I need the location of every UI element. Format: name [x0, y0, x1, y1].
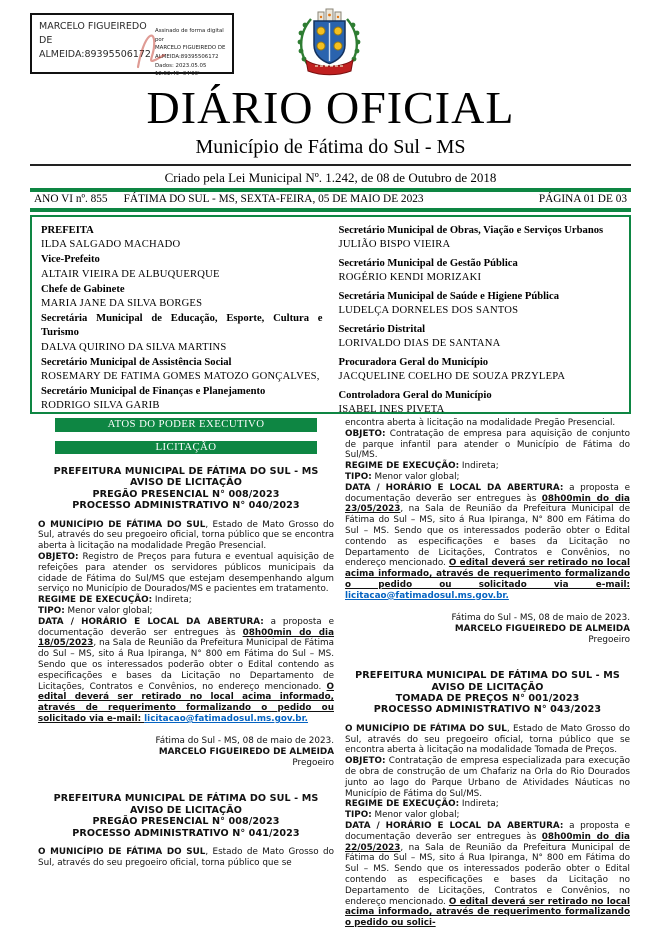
official-role: Secretária Municipal de Saúde e Higiene Pública: [338, 290, 559, 302]
notice-paragraph: [38, 595, 334, 606]
text-run: OBJETO:: [345, 756, 386, 767]
notice-header-line: PROCESSO ADMINISTRATIVO N° 041/2023: [72, 827, 300, 839]
text-run: O edital deverá ser retirado no local acima informado, através de requerimento formalizando o pedido ou solicitado via e-mail:: [38, 681, 334, 724]
gazette-creation-line: Criado pela Lei Municipal Nº. 1.242, de 08 de Outubro de 2018: [164, 170, 497, 185]
official-entry: [339, 257, 621, 285]
notice-header: [38, 466, 334, 512]
official-name: LORIVALDO DIAS DE SANTANA: [338, 337, 501, 349]
signature-detail-line: Assinado de forma digital por: [155, 28, 224, 43]
official-role: Chefe de Gabinete: [41, 283, 125, 295]
notice-header-line: AVISO DE LICITAÇÃO: [130, 804, 242, 816]
official-role: Secretário Municipal de Obras, Viação e Serviços Urbanos: [338, 225, 604, 236]
notice-paragraph: [345, 756, 630, 799]
official-role: Secretário Municipal de Gestão Pública: [338, 257, 518, 269]
text-run: Indireta;: [459, 799, 499, 810]
notice-paragraph: [38, 606, 334, 617]
official-role: PREFEITA: [41, 225, 94, 236]
notice-header-line: PREFEITURA MUNICIPAL DE FÁTIMA DO SUL - MS: [53, 793, 319, 805]
notice-paragraph: [345, 418, 630, 429]
notices-column-right: [345, 418, 630, 929]
notice-header-line: PREFEITURA MUNICIPAL DE FÁTIMA DO SUL - MS: [355, 670, 620, 682]
official-entry: [339, 323, 621, 351]
text-run: a proposta e documentação deverão ser entregues às: [345, 482, 630, 504]
text-run: Indireta;: [152, 595, 192, 606]
official-name: ILDA SALGADO MACHADO: [41, 239, 181, 251]
official-name: JULIÃO BISPO VIEIRA: [338, 239, 451, 251]
dateline-line: Pregoeiro: [292, 758, 334, 769]
text-run: , na Sala de Reunião da Prefeitura Municipal de Fátima do Sul – MS, sito á Rua Ipiranga, N° 800 em Fátima do Sul – MS. Sendo que os interessados poderão obter o Edital contendo as especificações e bases da Licitação no Departamento de Licitações, Contratos e Convênios, no endereço mencionado.: [345, 504, 630, 569]
official-entry: [339, 389, 621, 417]
notice-header: [345, 670, 630, 716]
masthead-divider: [30, 164, 631, 166]
text-run: , na Sala de Reunião da Prefeitura Municipal de Fátima do Sul – MS, sito á Rua Ipiranga, N° 800 em Fátima do Sul – MS. Sendo que os interessados poderão obter o Edital contendo as especificações e bases da Licitação no Departamento de Licitações, Contratos e Convênios, no endereço mencionado.: [38, 638, 334, 692]
notice-header-line: AVISO DE LICITAÇÃO: [431, 681, 544, 693]
text-run: 08h00min do dia 23/05/2023: [345, 493, 630, 515]
official-entry: [41, 312, 323, 355]
email-link[interactable]: licitacao@fatimadosul.ms.gov.br.: [345, 590, 509, 601]
text-run: OBJETO:: [345, 428, 386, 439]
section-banner: ATOS DO PODER EXECUTIVO: [55, 418, 317, 432]
text-run: O edital deverá ser retirado no local acima informado, através de requerimento formalizando o pedido ou solici-: [345, 896, 630, 929]
official-entry: [339, 356, 621, 384]
official-entry: [41, 356, 323, 384]
official-entry: [41, 385, 323, 413]
text-run: 08h00min do dia 18/05/2023: [38, 627, 335, 649]
notice-paragraph: [345, 429, 630, 461]
gazette-title: DIÁRIO OFICIAL: [146, 82, 515, 133]
notice-paragraph: [345, 799, 630, 810]
notice-paragraph: [345, 810, 630, 821]
notice-paragraph: [345, 461, 630, 472]
dateline-line: Fátima do Sul - MS, 08 de maio de 2023.: [155, 735, 334, 746]
text-run: a proposta e documentação deverão ser entregues às: [38, 616, 334, 638]
digital-signature-stamp: [30, 13, 234, 78]
officials-column-right: [338, 224, 621, 415]
text-run: Menor valor global;: [64, 606, 153, 616]
text-run: Menor valor global;: [371, 471, 460, 482]
green-rule-top: [30, 188, 631, 192]
notice-dateline: [38, 736, 334, 770]
text-run: , na Sala de Reunião da Prefeitura Municipal de Fátima do Sul – MS, sito á Rua Ipiranga, N° 800 em Fátima do Sul – MS. Sendo que os interessados poderão obter o Edital contendo as especificações e bases da Licitação no Departamento de Licitações, Contratos e Convênios, no endereço mencionado.: [345, 842, 630, 907]
municipal-crest-icon: [291, 5, 367, 77]
crest-shield: [314, 21, 345, 64]
page-indicator: PÁGINA 01 DE 03: [538, 192, 627, 205]
text-run: DATA / HORÁRIO E LOCAL DA ABERTURA:: [38, 616, 264, 627]
official-entry: [41, 224, 323, 252]
notice-paragraph: [345, 821, 630, 929]
notice-header-line: PROCESSO ADMINISTRATIVO N° 040/2023: [72, 500, 300, 512]
official-name: JACQUELINE COELHO DE SOUZA PRZYLEPA: [338, 370, 566, 382]
signature-detail-line: ALMEIDA:89395506172: [155, 53, 219, 60]
official-role: Vice-Prefeito: [41, 254, 100, 266]
text-run: encontra aberta à licitação na modalidade Pregão Presencial.: [345, 418, 616, 428]
notices-column-left: [38, 418, 334, 929]
gazette-subtitle: Município de Fátima do Sul - MS: [195, 136, 466, 158]
edition-number: ANO VI nº. 855: [34, 192, 108, 205]
text-run: O MUNICÍPIO DE FÁTIMA DO SUL: [38, 519, 206, 530]
text-run: OBJETO:: [38, 552, 79, 563]
official-role: Procuradora Geral do Município: [338, 356, 489, 368]
official-role: Secretário Distrital: [338, 323, 426, 335]
official-entry: [339, 224, 621, 252]
edition-row: [34, 193, 627, 205]
email-link[interactable]: licitacao@fatimadosul.ms.gov.br.: [144, 713, 309, 724]
text-run: REGIME DE EXECUÇÃO:: [345, 461, 460, 472]
official-name: ROGÉRIO KENDI MORIZAKI: [338, 272, 482, 284]
officials-column-left: [41, 224, 323, 412]
notice-dateline: [345, 613, 630, 647]
signature-detail-line: MARCELO FIGUEIREDO DE: [155, 45, 226, 52]
official-name: ISABEL INES PIVETA: [338, 403, 445, 415]
edition-place-date: FÁTIMA DO SUL - MS, SEXTA-FEIRA, 05 DE MAIO DE 2023: [123, 192, 424, 205]
notice-header-line: PROCESSO ADMINISTRATIVO N° 043/2023: [373, 704, 602, 716]
text-run: Menor valor global;: [371, 810, 460, 821]
official-role: Controladora Geral do Município: [338, 389, 492, 401]
text-run: Contratação de empresa para aquisição de conjunto de parque infantil para atender o Município de Fátima do Sul/MS.: [345, 428, 630, 461]
text-run: TIPO:: [345, 810, 372, 821]
official-name: RODRIGO SILVA GARIB: [41, 400, 160, 412]
notice-header-line: PREGÃO PRESENCIAL N° 008/2023: [92, 488, 280, 500]
signature-subject: MARCELO FIGUEIREDO DE ALMEIDA:89395506172: [39, 21, 151, 60]
text-run: DATA / HORÁRIO E LOCAL DA ABERTURA:: [345, 820, 564, 831]
notice-header-line: PREGÃO PRESENCIAL N° 008/2023: [92, 816, 280, 828]
official-entry: [339, 290, 621, 318]
dateline-line: MARCELO FIGUEIREDO DE ALMEIDA: [454, 623, 630, 634]
dateline-line: MARCELO FIGUEIREDO DE ALMEIDA: [158, 746, 334, 757]
text-run: , Estado de Mato Grosso do Sul, através do seu pregoeiro oficial, torna público que se encontra aberta à licitação na modalidade Pregão Presencial.: [38, 519, 334, 552]
notice-paragraph: [345, 483, 630, 602]
text-run: Indireta;: [459, 461, 499, 472]
notice-paragraph: [38, 617, 334, 725]
text-run: Contratação de empresa especializada para execução de obra de construção de um Chafariz na Orla do Rio Dourados junto ao lago do Parque Urbano de Atividades Náuticas no Município de Fátima do Sul/MS.: [345, 756, 630, 799]
notice-header-line: AVISO DE LICITAÇÃO: [130, 477, 242, 489]
notice-header: [38, 793, 334, 839]
official-entry: [41, 283, 323, 311]
official-name: DALVA QUIRINO DA SILVA MARTINS: [41, 341, 227, 353]
text-run: , Estado de Mato Grosso do Sul, através do seu pregoeiro oficial, torna público que se encontra aberta à licitação na modalidade Tomada de Preços.: [345, 723, 630, 756]
official-name: ALTAIR VIEIRA DE ALBUQUERQUE: [41, 268, 220, 280]
official-name: LUDELÇA DORNELES DOS SANTOS: [338, 305, 519, 317]
text-run: O MUNICÍPIO DE FÁTIMA DO SUL: [345, 723, 507, 734]
green-rule-bottom: [30, 208, 631, 212]
notice-paragraph: [38, 552, 334, 595]
text-run: 08h00min do dia 22/05/2023: [345, 831, 630, 853]
notice-header-line: TOMADA DE PREÇOS N° 001/2023: [395, 692, 580, 704]
text-run: , Estado de Mato Grosso do Sul, através do seu pregoeiro oficial, torna público que se: [38, 847, 334, 868]
dateline-line: Fátima do Sul - MS, 08 de maio de 2023.: [451, 612, 630, 623]
notice-paragraph: [345, 472, 630, 483]
official-name: MARIA JANE DA SILVA BORGES: [41, 298, 203, 310]
text-run: DATA / HORÁRIO E LOCAL DA ABERTURA:: [345, 482, 564, 493]
official-role: Secretário Municipal de Finanças e Planejamento: [41, 386, 266, 398]
notice-paragraph: [38, 847, 334, 869]
text-run: O edital deverá ser retirado no local acima informado, através de requerimento formalizando o pedido ou solicitado via e-mail:: [345, 558, 630, 590]
text-run: Registro de Preços para futura e eventual aquisição de refeições para atender os servidores públicos municipais da cidade de Fátima do Sul/MS que estejam desempenhando algum serviço no Município de Dourados/MS e pacientes em tratamento.: [38, 552, 334, 595]
notices-area: [38, 418, 630, 929]
section-banner: LICITAÇÃO: [55, 441, 317, 455]
signature-details: [155, 20, 228, 78]
text-run: TIPO:: [38, 606, 65, 616]
notice-paragraph: [345, 724, 630, 756]
signature-detail-line: Dados: 2023.05.05 12:52:49 -04'00': [155, 62, 207, 78]
dateline-line: Pregoeiro: [588, 634, 630, 645]
text-run: REGIME DE EXECUÇÃO:: [38, 595, 153, 606]
text-run: O MUNICÍPIO DE FÁTIMA DO SUL: [38, 847, 206, 857]
text-run: REGIME DE EXECUÇÃO:: [345, 799, 460, 810]
notice-paragraph: [38, 520, 334, 552]
edition-left-group: [34, 193, 424, 205]
notice-header-line: PREFEITURA MUNICIPAL DE FÁTIMA DO SUL - MS: [53, 466, 319, 477]
text-run: TIPO:: [345, 471, 372, 482]
official-name: ROSEMARY DE FATIMA GOMES MATOZO GONÇALVES,: [41, 371, 320, 383]
officials-box: [30, 215, 631, 414]
official-entry: [41, 253, 323, 281]
crest-crown: [318, 9, 341, 21]
official-role: Secretário Municipal de Assistência Social: [41, 356, 232, 368]
text-run: a proposta e documentação deverão ser entregues às: [345, 820, 630, 842]
official-role: Secretária Municipal de Educação, Esporte, Cultura e Turismo: [41, 313, 323, 339]
